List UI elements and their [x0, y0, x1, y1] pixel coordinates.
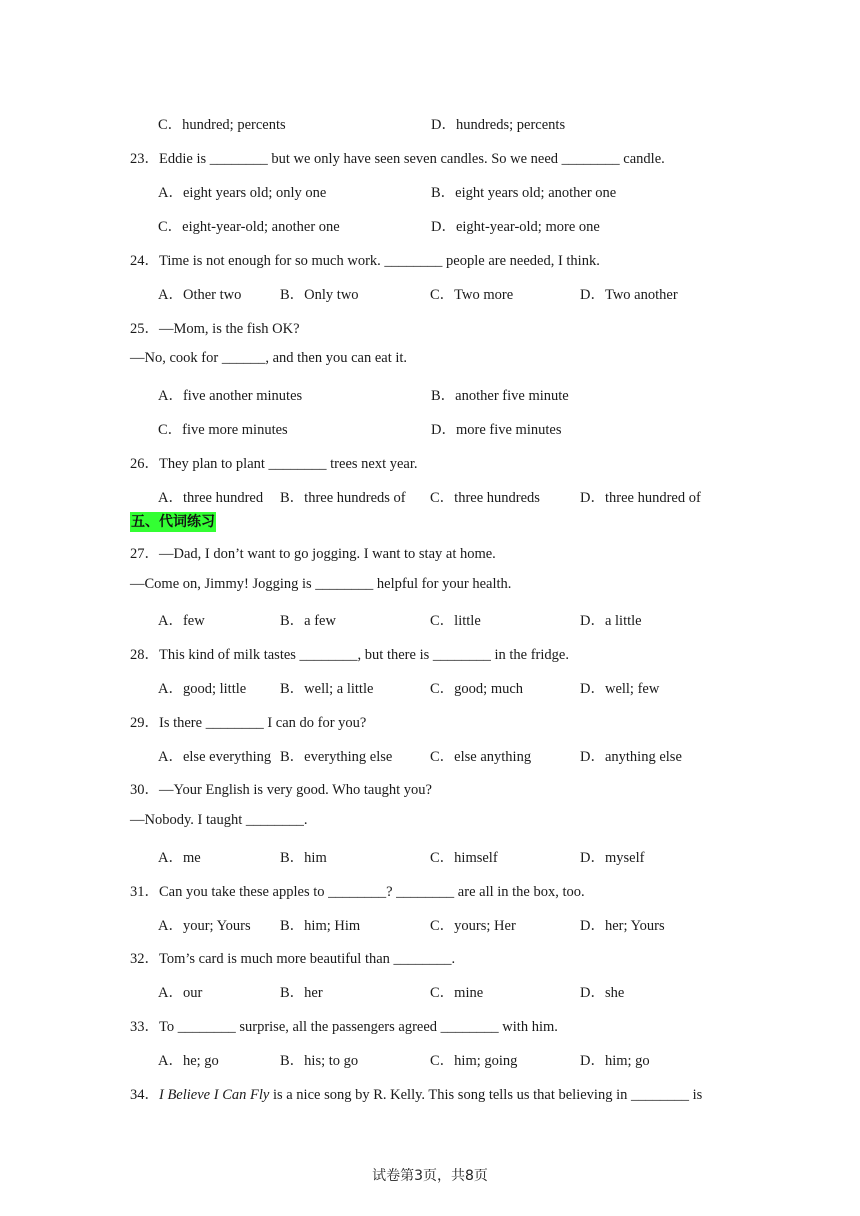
q33-options: [158, 1049, 758, 1069]
q23-option-b: B．eight years old; another one: [431, 185, 617, 201]
q33-option-c: C．him; going: [430, 1053, 518, 1069]
q27-options: [158, 609, 758, 629]
section-title-pronouns: 五、代词练习: [131, 514, 215, 530]
q30-option-d: D．myself: [580, 850, 645, 866]
q31-option-c: C．yours; Her: [430, 918, 516, 934]
q25-option-d: D．more five minutes: [431, 422, 562, 438]
q26-option-c: C．three hundreds: [430, 490, 540, 506]
q24-option-c: C．Two more: [430, 287, 514, 303]
q23-stem: 23．Eddie is ________ but we only have seen seven candles. So we need ________ candle.: [130, 151, 665, 167]
q31-stem: 31．Can you take these apples to ________? ________ are all in the box, too.: [130, 884, 585, 900]
q30-option-a: A．me: [158, 850, 201, 866]
q32-option-d: D．she: [580, 985, 625, 1001]
q28-option-d: D．well; few: [580, 681, 660, 697]
q22-option-c: C．hundred; percents: [158, 117, 286, 133]
q33-option-a: A．he; go: [158, 1053, 219, 1069]
q31-options: [158, 914, 758, 934]
q29-stem: 29．Is there ________ I can do for you?: [130, 715, 367, 731]
q23-options-row2: [158, 215, 758, 235]
q32-option-b: B．her: [280, 985, 323, 1001]
q30-stem: 30．—Your English is very good. Who taught you?: [130, 782, 432, 798]
q34-stem-text: is a nice song by R. Kelly. This song tells us that believing in ________ is: [269, 1087, 703, 1103]
q29-option-d: D．anything else: [580, 749, 682, 765]
q24-stem: 24．Time is not enough for so much work. ________ people are needed, I think.: [130, 253, 600, 269]
q26-option-b: B．three hundreds of: [280, 490, 406, 506]
q31-option-d: D．her; Yours: [580, 918, 665, 934]
q29-option-c: C．else anything: [430, 749, 532, 765]
q24-option-b: B．Only two: [280, 287, 359, 303]
q27-option-d: D．a little: [580, 613, 642, 629]
q32-stem: 32．Tom’s card is much more beautiful than ________.: [130, 951, 456, 967]
q28-options: [158, 677, 758, 697]
q26-stem: 26．They plan to plant ________ trees next year.: [130, 456, 418, 472]
q23-option-a: A．eight years old; only one: [158, 185, 327, 201]
q28-option-a: A．good; little: [158, 681, 247, 697]
q25-options-row2: [158, 418, 758, 438]
q25-stem: 25．—Mom, is the fish OK?: [130, 321, 300, 337]
q27-stem-reply: —Come on, Jimmy! Jogging is ________ helpful for your health.: [130, 576, 512, 592]
q22-options: [158, 113, 758, 133]
q33-stem: 33．To ________ surprise, all the passengers agreed ________ with him.: [130, 1019, 558, 1035]
q27-stem: 27．—Dad, I don’t want to go jogging. I want to stay at home.: [130, 546, 496, 562]
q27-option-a: A．few: [158, 613, 205, 629]
q23-option-d: D．eight-year-old; more one: [431, 219, 600, 235]
q30-stem-reply: —Nobody. I taught ________.: [130, 812, 308, 828]
q25-stem-reply: —No, cook for ______, and then you can eat it.: [130, 350, 408, 366]
q30-options: [158, 846, 758, 866]
q24-option-d: D．Two another: [580, 287, 678, 303]
q26-options: [158, 486, 758, 506]
q25-option-a: A．five another minutes: [158, 388, 303, 404]
q29-option-b: B．everything else: [280, 749, 393, 765]
q25-option-c: C．five more minutes: [158, 422, 288, 438]
q33-option-b: B．his; to go: [280, 1053, 359, 1069]
q22-option-d: D．hundreds; percents: [431, 117, 566, 133]
q26-option-a: A．three hundred: [158, 490, 264, 506]
q30-option-b: B．him: [280, 850, 327, 866]
q31-option-b: B．him; Him: [280, 918, 361, 934]
q25-option-b: B．another five minute: [431, 388, 569, 404]
q27-option-c: C．little: [430, 613, 481, 629]
q23-options-row1: [158, 181, 758, 201]
q32-options: [158, 981, 758, 1001]
q29-options: [158, 745, 758, 765]
q28-stem: 28．This kind of milk tastes ________, but there is ________ in the fridge.: [130, 647, 569, 663]
page-footer: 试卷第3页，共8页: [372, 1168, 488, 1184]
q24-options: [158, 283, 758, 303]
q32-option-a: A．our: [158, 985, 203, 1001]
q29-option-a: A．else everything: [158, 749, 272, 765]
q26-option-d: D．three hundred of: [580, 490, 701, 506]
q30-option-c: C．himself: [430, 850, 498, 866]
q23-option-c: C．eight-year-old; another one: [158, 219, 340, 235]
q33-option-d: D．him; go: [580, 1053, 650, 1069]
q34-stem: [130, 1083, 702, 1104]
q25-options-row1: [158, 384, 758, 404]
q31-option-a: A．your; Yours: [158, 918, 251, 934]
q24-option-a: A．Other two: [158, 287, 242, 303]
q32-option-c: C．mine: [430, 985, 484, 1001]
q34-song-title: I Believe I Can Fly: [159, 1087, 270, 1103]
q28-option-b: B．well; a little: [280, 681, 374, 697]
q34-number: 34．: [130, 1087, 159, 1103]
q28-option-c: C．good; much: [430, 681, 524, 697]
q27-option-b: B．a few: [280, 613, 336, 629]
